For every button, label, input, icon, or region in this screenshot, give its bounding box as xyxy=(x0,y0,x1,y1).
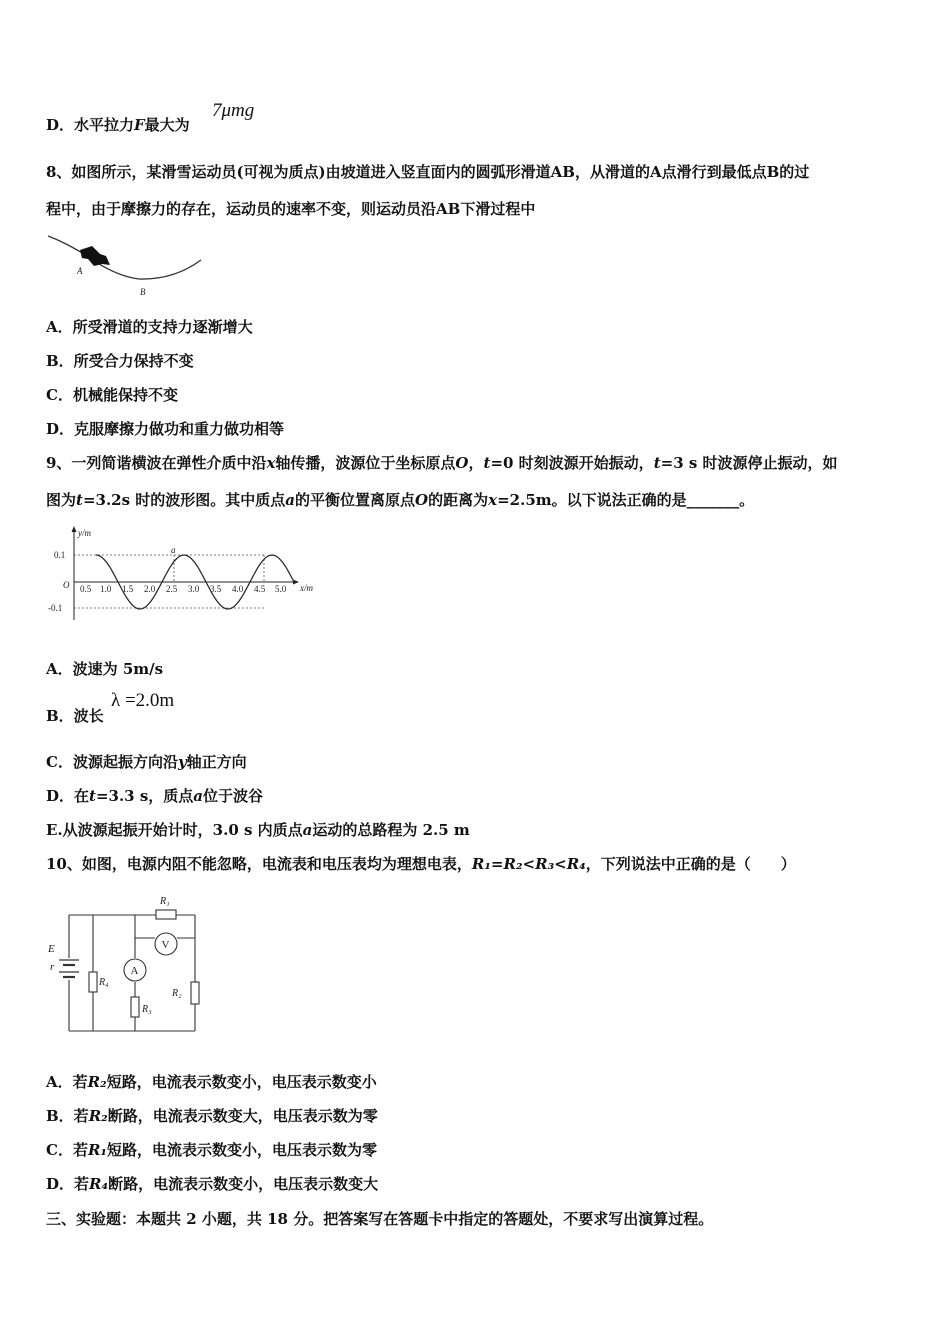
q10-d-text: 断路，电流表示数变小，电压表示数变大 xyxy=(108,1175,379,1193)
q9-var-o2: O xyxy=(415,491,429,509)
q10-b-text: 断路，电流表示数变大，电压表示数为零 xyxy=(107,1107,378,1125)
graph-xtick: 4.5 xyxy=(254,584,266,594)
graph-xtick: 5.0 xyxy=(275,584,287,594)
graph-xlabel: x/m xyxy=(300,583,313,593)
q9-s1c: ， xyxy=(468,454,484,472)
q10-option-a xyxy=(46,1072,377,1092)
q10-c-text: 短路，电流表示数变小，电压表示数为零 xyxy=(107,1141,378,1159)
section3-title: 三、实验题：本题共 2 小题，共 18 分。把答案写在答题卡中指定的答题处，不要求写出演算过程。 xyxy=(46,1210,714,1228)
q9-e-b: 运动的总路程为 2.5 m xyxy=(312,821,470,839)
q9-var-x2: x xyxy=(488,491,498,509)
q9-d-var: t xyxy=(89,787,96,805)
q10-stem-relation: R₁=R₂<R₃<R₄ xyxy=(471,855,586,873)
q9-s1d: =0 时刻波源开始振动， xyxy=(490,454,654,472)
q9-stem-line1 xyxy=(46,453,838,473)
q9-s2c: 的平衡位置离原点 xyxy=(295,491,416,509)
q10-c-prefix: C．若 xyxy=(46,1141,88,1159)
graph-xtick: 1.0 xyxy=(100,584,112,594)
q8-label-b: B xyxy=(140,287,146,297)
q8-stem-line2: 程中，由于摩擦力的存在，运动员的速率不变，则运动员沿AB下滑过程中 xyxy=(46,200,536,218)
q10-a-text: 短路，电流表示数变小，电压表示数变小 xyxy=(106,1073,377,1091)
q9-e-a: E.从波源起振开始计时，3.0 s 内质点 xyxy=(46,821,303,839)
resistor-r4 xyxy=(89,972,97,992)
q9-s1b: 轴传播，波源位于坐标原点 xyxy=(275,454,456,472)
q9-d-b: =3.3 s，质点 xyxy=(95,787,194,805)
label-r4: R₄ xyxy=(99,977,109,988)
q10-stem-a: 10、如图，电源内阻不能忽略，电流表和电压表均为理想电表， xyxy=(46,855,472,873)
q9-var-t2: t xyxy=(653,454,661,472)
graph-xtick: 2.5 xyxy=(166,584,178,594)
graph-ytick-pos: 0.1 xyxy=(54,550,66,560)
q9-s2e: =2.5m。以下说法正确的是_______。 xyxy=(497,491,755,509)
q7-option-d-var: F xyxy=(134,116,145,134)
y-axis-arrow-icon xyxy=(72,526,77,532)
q10-c-resistor: R₁ xyxy=(87,1141,107,1159)
q9-wave-graph xyxy=(44,524,319,626)
graph-xtick: 4.0 xyxy=(232,584,244,594)
label-r3: R₃ xyxy=(142,1004,152,1015)
q9-var-a: a xyxy=(285,491,296,509)
q10-d-resistor: R₄ xyxy=(89,1175,109,1193)
q8-option-b: B．所受合力保持不变 xyxy=(46,352,194,370)
resistor-r1 xyxy=(156,910,176,919)
label-r: r xyxy=(50,961,55,973)
q8-option-c: C．机械能保持不变 xyxy=(46,386,178,404)
label-r1: R₁ xyxy=(160,896,170,907)
label-r2: R₂ xyxy=(172,988,182,999)
q9-c-a: C．波源起振方向沿 xyxy=(46,753,178,771)
q9-option-d xyxy=(46,786,263,806)
graph-origin: O xyxy=(63,580,70,590)
q9-c-b: 轴正方向 xyxy=(186,753,247,771)
q9-stem-line2 xyxy=(46,490,754,510)
q10-a-prefix: A．若 xyxy=(46,1073,88,1091)
q10-option-d xyxy=(46,1174,378,1194)
q9-var-t1: t xyxy=(483,454,491,472)
graph-xtick: 0.5 xyxy=(80,584,92,594)
q10-circuit-diagram xyxy=(44,888,209,1038)
q9-c-var: y xyxy=(177,753,187,771)
voltmeter-label: V xyxy=(161,939,170,951)
q9-s2b: =3.2s 时的波形图。其中质点 xyxy=(82,491,286,509)
q9-s2d: 的距离为 xyxy=(428,491,489,509)
q7-option-d-prefix: D．水平拉力 xyxy=(46,116,135,134)
q8-ski-slope-figure xyxy=(44,232,209,300)
q10-stem-b: ，下列说法中正确的是（ ） xyxy=(585,855,796,873)
q10-b-prefix: B．若 xyxy=(46,1107,89,1125)
graph-xtick: 3.0 xyxy=(188,584,200,594)
q10-option-c xyxy=(46,1140,377,1160)
q10-stem xyxy=(46,854,796,874)
q9-option-c xyxy=(46,752,247,772)
q10-a-resistor: R₂ xyxy=(87,1073,107,1091)
q10-option-b xyxy=(46,1106,378,1126)
q9-option-e xyxy=(46,820,470,840)
graph-xtick: 1.5 xyxy=(122,584,134,594)
graph-ytick-neg: -0.1 xyxy=(48,603,63,613)
ammeter-label: A xyxy=(130,965,139,977)
graph-xtick: 3.5 xyxy=(210,584,222,594)
q8-option-a: A．所受滑道的支持力逐渐增大 xyxy=(46,318,253,336)
resistor-r3 xyxy=(131,997,139,1017)
q9-s1e: =3 s 时波源停止振动，如 xyxy=(660,454,838,472)
q9-var-o: O xyxy=(455,454,469,472)
q9-d-c: 位于波谷 xyxy=(203,787,264,805)
q9-s2a: 图为 xyxy=(46,491,77,509)
skier-icon xyxy=(80,246,110,266)
q10-b-resistor: R₂ xyxy=(88,1107,108,1125)
q8-label-a: A xyxy=(77,266,83,276)
q9-var-x: x xyxy=(266,454,276,472)
q7-option-d-suffix: 最大为 xyxy=(144,116,190,134)
label-e: E xyxy=(48,943,55,955)
q7-option-d-formula: 7μmg xyxy=(212,100,255,121)
q8-stem-line1: 8、如图所示，某滑雪运动员(可视为质点)由坡道进入竖直面内的圆弧形滑道AB，从滑道的A点滑行到最低点B的过 xyxy=(46,163,810,181)
q8-option-d: D．克服摩擦力做功和重力做功相等 xyxy=(46,420,285,438)
resistor-r2 xyxy=(191,982,199,1004)
q7-option-d xyxy=(46,115,190,135)
q9-option-b-formula: λ =2.0m xyxy=(111,690,175,711)
q9-d-var2: a xyxy=(193,787,204,805)
graph-ylabel: y/m xyxy=(78,528,91,538)
q9-d-a: D．在 xyxy=(46,787,90,805)
graph-point-a: a xyxy=(171,545,176,555)
q9-option-a: A．波速为 5m/s xyxy=(46,660,164,678)
q9-var-t3: t xyxy=(76,491,83,509)
q10-d-prefix: D．若 xyxy=(46,1175,90,1193)
q9-e-var: a xyxy=(302,821,313,839)
q9-option-b: B．波长 xyxy=(46,707,104,725)
graph-xtick: 2.0 xyxy=(144,584,156,594)
q9-s1a: 9、一列简谐横波在弹性介质中沿 xyxy=(46,454,267,472)
